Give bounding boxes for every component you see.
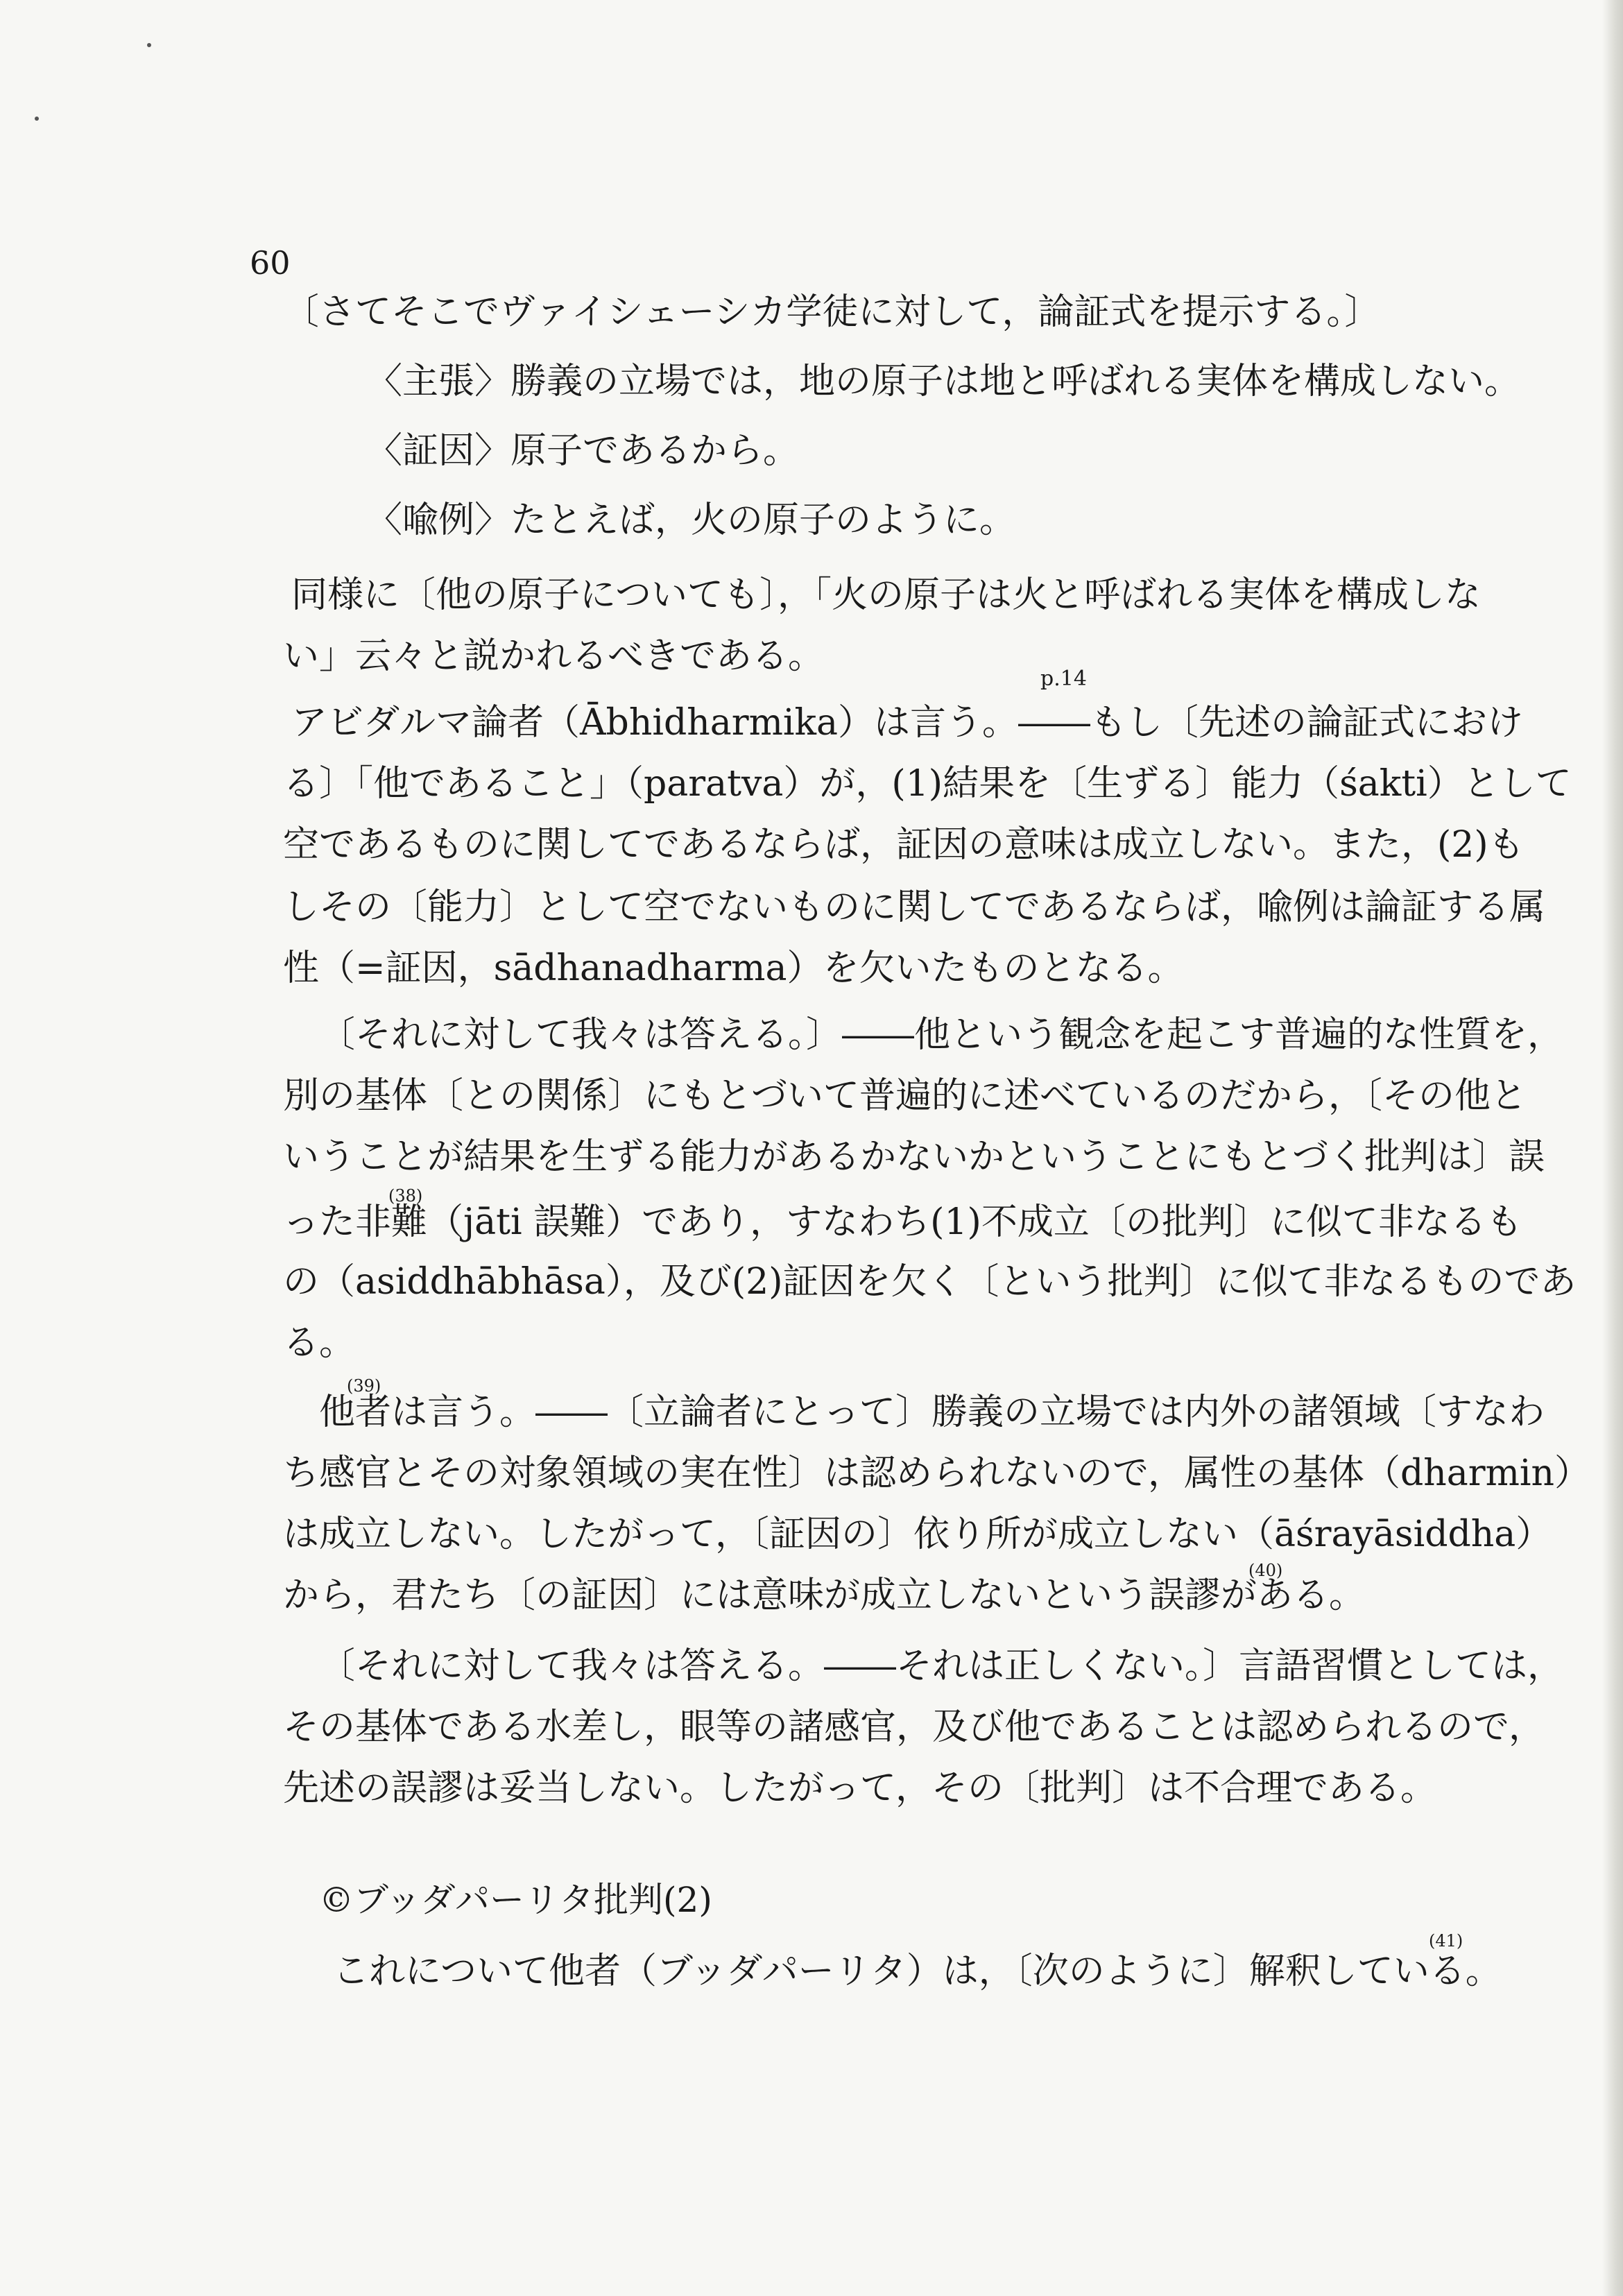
text-line: その基体である水差し，眼等の諸感官，及び他であることは認められるので， xyxy=(283,1706,1545,1748)
text-line: 〈喩例〉たとえば，火の原子のように。 xyxy=(366,499,1016,541)
text-line: しその〔能力〕として空でないものに関してであるならば，喩例は論証する属 xyxy=(283,886,1546,928)
text-line: の（asiddhābhāsa），及び(2)証因を欠く〔という批判〕に似て非なるものであ xyxy=(283,1261,1577,1303)
text-line: 先述の誤謬は妥当しない。したがって，その〔批判〕は不合理である。 xyxy=(283,1767,1436,1809)
text-line: 性（=証因，sādhanadharma）を欠いたものとなる。 xyxy=(283,948,1184,989)
scan-speck xyxy=(147,43,151,47)
text-line: い」云々と説かれるべきである。 xyxy=(283,635,825,677)
note-reference: (38) xyxy=(388,1186,423,1206)
text-line: った非難（jāti 誤難）であり，すなわち(1)不成立〔の批判〕に似て非なるも xyxy=(283,1201,1522,1243)
text-line: 〈主張〉勝義の立場では，地の原子は地と呼ばれる実体を構成しない。 xyxy=(366,361,1521,402)
text-line: いうことが結果を生ずる能力があるかないかということにもとづく批判は〕誤 xyxy=(283,1136,1545,1178)
scan-speck xyxy=(35,117,39,121)
note-reference: (39) xyxy=(347,1376,381,1396)
page-number: 60 xyxy=(250,244,291,282)
section-heading: ©ブッダパーリタ批判(2) xyxy=(319,1880,712,1920)
note-reference: (40) xyxy=(1248,1561,1283,1580)
text-line: 〔それに対して我々は答える。――それは正しくない。〕言語習慣としては， xyxy=(319,1645,1564,1687)
text-line: ち感官とその対象領域の実在性〕は認められないので，属性の基体（dharmin） xyxy=(283,1453,1591,1494)
text-line: 別の基体〔との関係〕にもとづいて普遍的に述べているのだから，〔その他と xyxy=(283,1075,1527,1117)
text-line: る〕「他であること」（paratva）が，(1)結果を〔生ずる〕能力（śakti）として xyxy=(283,763,1572,805)
page-reference: p.14 xyxy=(1040,667,1087,691)
text-line: は成立しない。したがって，〔証因の〕依り所が成立しない（āśrayāsiddha） xyxy=(283,1514,1552,1555)
text-line: 〔さてそこでヴァイシェーシカ学徒に対して，論証式を提示する。〕 xyxy=(283,291,1381,333)
note-reference: (41) xyxy=(1429,1931,1463,1951)
page-edge xyxy=(1602,0,1623,2296)
text-line: 〔それに対して我々は答える。〕――他という観念を起こす普遍的な性質を， xyxy=(319,1014,1564,1056)
text-line: から，君たち〔の証因〕には意味が成立しないという誤謬がある。 xyxy=(283,1575,1366,1616)
text-line: る。 xyxy=(283,1322,356,1364)
text-line: 同様に〔他の原子についても〕，「火の原子は火と呼ばれる実体を構成しな xyxy=(291,574,1481,616)
text-line: 〈証因〉原子であるから。 xyxy=(366,430,800,472)
text-line: これについて他者（ブッダパーリタ）は，〔次のように〕解釈している。 xyxy=(333,1951,1502,1992)
text-line: アビダルマ論者（Ābhidharmika）は言う。――もし〔先述の論証式におけ xyxy=(291,702,1524,744)
text-line: 空であるものに関してであるならば，証因の意味は成立しない。また，(2)も xyxy=(283,824,1525,866)
text-line: 他者は言う。――〔立論者にとって〕勝義の立場では内外の諸領域〔すなわ xyxy=(319,1391,1545,1433)
